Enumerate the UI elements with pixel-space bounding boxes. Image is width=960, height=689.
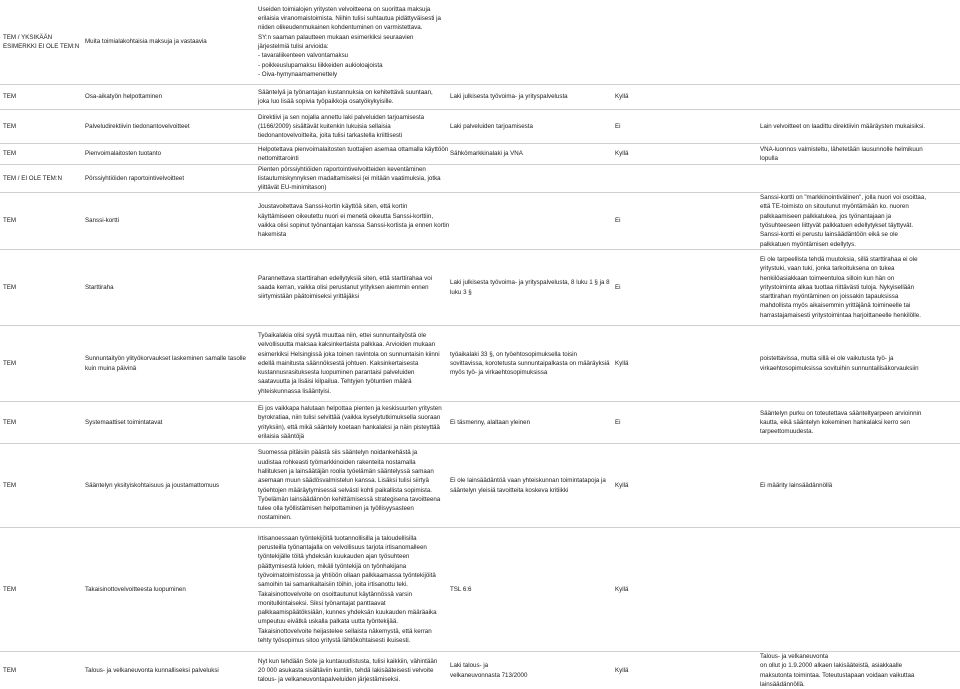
- cell-text-line: Suomessa pitäisiin päästä siis sääntelyn noidankehästä ja: [258, 449, 418, 457]
- cell-text-line: monitulkintaiseksi. Siksi työnantajat panttaavat: [258, 599, 386, 607]
- cell-text-line: TEM: [3, 122, 17, 130]
- cell-text-line: byrokratiaa, niin tulisi selvittää (vaikka kyselytutkimuksella suoraan: [258, 414, 441, 422]
- cell-text-line: lainsäädännöllä.: [760, 680, 805, 688]
- cell-text-line: harrastajamaisesti yritystoimintaa harjoittaneelle henkilölle.: [760, 311, 921, 319]
- cell-text-line: työsuhteeseen liittyvät palkkatuen edellytykset täyttyvät.: [760, 222, 914, 229]
- cell-text-line: työehtojen määräytymisessä selvästi kohti paikallista sopimista.: [258, 486, 433, 494]
- ministry-cell: [3, 144, 78, 164]
- table-row: [0, 84, 960, 109]
- cell-text-line: Ei: [615, 418, 621, 426]
- cell-text-line: Laki palveluiden tarjoamisesta: [450, 122, 533, 130]
- description-cell: [258, 165, 448, 192]
- cell-text-line: - tavaraliikenteen valvontamaksu: [258, 52, 349, 60]
- table-row: [0, 401, 960, 443]
- status-cell: [615, 402, 755, 443]
- cell-text-line: Ei ole lainsäädäntöä vaan yhteiskunnan toimintatapoja ja: [450, 477, 606, 485]
- description-cell: [258, 193, 448, 249]
- cell-text-line: kustannusrasituksesta luopuminen parantaisi palveluiden: [258, 369, 415, 377]
- cell-text-line: sovittavissa, korotetusta sunnuntaipalkasta on määräyksiä: [450, 359, 610, 367]
- cell-text-line: Sääntelyn purku on toteutettava säänteltyarpeen arvioinnin: [760, 409, 922, 417]
- cell-text-line: 20 000 asukasta sisältäviin kuntiin, tehdä lakisääteisesti velvoite: [258, 666, 434, 674]
- cell-text-line: joka luo lisää sopivia työpaikkoja osatyökykyisille.: [258, 98, 394, 105]
- cell-text-line: yhteiskunnassa lisääntyisi.: [258, 387, 331, 395]
- cell-text-line: hakemista: [258, 231, 287, 239]
- cell-text-line: myös työ- ja virkaehtosopimuksissa: [450, 369, 548, 377]
- cell-text-line: Systemaattiset toimintatavat: [85, 418, 163, 426]
- description-cell: [258, 250, 448, 325]
- status-cell: [615, 0, 755, 84]
- cell-text-line: TEM: [3, 150, 17, 158]
- table-row: [0, 164, 960, 192]
- status-cell: [615, 250, 755, 325]
- cell-text-line: päättymisestä lukien, mikäli työntekijä on työnhakijana: [258, 562, 407, 570]
- table-row: [0, 109, 960, 143]
- cell-text-line: TEM: [3, 93, 17, 101]
- cell-text-line: erilaisia sääntöjä: [258, 432, 305, 440]
- topic-cell: [85, 402, 255, 443]
- ministry-cell: [3, 528, 78, 651]
- cell-text-line: siirtymistään päätoimiseksi yrittäjäksi: [258, 293, 360, 301]
- topic-cell: [85, 528, 255, 651]
- cell-text-line: lopulla: [760, 155, 778, 162]
- cell-text-line: perusteilla työnantajalla on velvollisuus tarjota irtisanomalleen: [258, 544, 427, 552]
- status-cell: [615, 193, 755, 249]
- description-cell: [258, 402, 448, 443]
- cell-text-line: Takaisinottovelvoitteesta luopuminen: [85, 585, 186, 593]
- legislation-cell: [450, 402, 615, 443]
- status-cell: [615, 652, 755, 689]
- cell-text-line: TEM: [3, 418, 17, 426]
- table-row: [0, 527, 960, 651]
- comment-cell: [760, 326, 957, 401]
- cell-text-line: Sääntelyn yksityiskohtaisuus ja joustamattomuus: [85, 481, 220, 489]
- comment-cell: [760, 444, 957, 527]
- legislation-cell: [450, 250, 615, 325]
- legislation-cell: [450, 110, 615, 143]
- cell-text-line: kuin muina päivinä: [85, 364, 137, 372]
- comment-cell: [760, 110, 957, 143]
- cell-text-line: Sunnuntaityön ylityökorvaukset laskeminen samalle tasolle: [85, 355, 246, 363]
- cell-text-line: niiden olikeudenmukainen kohdentuminen on varmistettava.: [258, 24, 423, 32]
- topic-cell: [85, 444, 255, 527]
- ministry-cell: [3, 652, 78, 689]
- table-row: [0, 0, 960, 84]
- cell-text-line: Työaikalakia olisi syytä muuttaa niin, ettei sunnuntaityöstä ole: [258, 331, 427, 339]
- legislation-cell: [450, 652, 615, 689]
- cell-text-line: Osa-aikatyön helpottaminen: [85, 93, 163, 101]
- cell-text-line: palkkaamiseen palkkatukea, jos työnantajaan ja: [760, 212, 892, 220]
- ministry-cell: [3, 250, 78, 325]
- legislation-cell: [450, 193, 615, 249]
- cell-text-line: yritystoiminta alkaa tuottaa riittävästi tuloja. Nykyisellään: [760, 283, 915, 291]
- cell-text-line: - Oiva-hymynaamamenettely: [258, 70, 338, 78]
- topic-cell: [85, 326, 255, 401]
- cell-text-line: Laki julkisesta työvoima- ja yrityspalvelusta, 8 luku 1 § ja 8: [450, 279, 610, 287]
- comment-cell: [760, 144, 957, 164]
- comment-cell: [760, 0, 957, 84]
- cell-text-line: edellä mainitusta säännöksestä johtuen. Kaksinkertaisesta: [258, 359, 419, 367]
- cell-text-line: tarpeettomuudesta.: [760, 428, 814, 436]
- cell-text-line: Ei määrity lainsäädännöllä: [760, 481, 833, 489]
- cell-text-line: tiedonantovelvoitteita, joita tulisi tarkastella kriittisesti: [258, 132, 403, 140]
- cell-text-line: Lain velvoitteet on laadittu direktiivin määräysten mukaisiksi.: [760, 122, 926, 130]
- topic-cell: [85, 144, 255, 164]
- cell-text-line: työntekijälle töitä yhdeksän kuukauden ajan työsuhteen: [258, 553, 410, 561]
- cell-text-line: Talous- ja velkaneuvonta: [760, 652, 829, 660]
- cell-text-line: listautumiskynnyksen madaltamiseksi (ei mitään vaatimuksia, jotka: [258, 174, 441, 182]
- cell-text-line: Ei: [615, 283, 621, 291]
- cell-text-line: TEM: [3, 481, 17, 489]
- description-cell: [258, 652, 448, 689]
- cell-text-line: nettomittarointi: [258, 155, 299, 162]
- cell-text-line: TEM: [3, 283, 17, 291]
- cell-text-line: Kyllä: [615, 150, 629, 158]
- cell-text-line: Ei ole tarpeellista tehdä muutoksia, sillä starttirahaa ei ole: [760, 255, 918, 263]
- cell-text-line: TSL 6:6: [450, 585, 472, 593]
- cell-text-line: nostaminen.: [258, 514, 292, 522]
- cell-text-line: Laki julkisesta työvoima- ja yrityspalvelusta: [450, 93, 568, 101]
- ministry-cell: [3, 444, 78, 527]
- cell-text-line: Ei: [615, 217, 621, 225]
- legislation-cell: [450, 326, 615, 401]
- cell-text-line: Direktiivi ja sen nojalla annettu laki palveluiden tarjoamisesta: [258, 113, 425, 121]
- comment-cell: [760, 165, 957, 192]
- cell-text-line: Nyt kun tehdään Sote ja kuntauudistusta, tulisi kaikkiin, vähintään: [258, 657, 438, 665]
- legislation-cell: [450, 144, 615, 164]
- description-cell: [258, 110, 448, 143]
- cell-text-line: sääntelyn yleisiä tavoitteita koskeva kritiikki: [450, 486, 569, 494]
- cell-text-line: henkilöasiakkaan toimeentuloa silloin kun hän on: [760, 274, 895, 282]
- cell-text-line: Pienvoimalaitosten tuotanto: [85, 150, 162, 158]
- description-cell: [258, 326, 448, 401]
- legislation-cell: [450, 528, 615, 651]
- cell-text-line: yritystuki, vaan tuki, jonka tarkoituksena on tukea: [760, 265, 895, 273]
- cell-text-line: (1166/2009) sisältävät kuitenkin lukuisia sellaisia: [258, 122, 391, 130]
- cell-text-line: VNA-luonnos valmisteltu, lähetetään lausunnolle helmikuun: [760, 145, 923, 153]
- table-row: [0, 325, 960, 401]
- cell-text-line: Palveludirektiivin tiedonantovelvoitteet: [85, 122, 190, 130]
- cell-text-line: Kyllä: [615, 359, 629, 367]
- cell-text-line: talous- ja velkaneuvontapalveluiden järjestämiseksi.: [258, 676, 401, 684]
- description-cell: [258, 85, 448, 109]
- cell-text-line: ylittävät EU-minimitason): [258, 184, 327, 192]
- cell-text-line: tulee olla työllistämisen helpottaminen ja työllisyysasteen: [258, 505, 414, 513]
- cell-text-line: TEM: [3, 585, 17, 593]
- legislation-cell: [450, 444, 615, 527]
- cell-text-line: Sanssi-kortti ei perustu lainsäädäntöön eikä se ole: [760, 231, 898, 239]
- cell-text-line: TEM: [3, 217, 17, 225]
- legislation-cell: [450, 165, 615, 192]
- cell-text-line: palkkatuen myöntämisen edellytys.: [760, 240, 856, 248]
- status-cell: [615, 110, 755, 143]
- ministry-cell: [3, 326, 78, 401]
- cell-text-line: Takaisinottovelvoite on osoittautunut käytännössä varsin: [258, 590, 413, 598]
- cell-text-line: Kyllä: [615, 481, 629, 489]
- status-cell: [615, 85, 755, 109]
- legislation-cell: [450, 85, 615, 109]
- cell-text-line: Irtisanoessaan työntekijöitä tuotannollisilla ja taloudellisilla: [258, 534, 417, 542]
- cell-text-line: Muita toimialakohtaisia maksuja ja vastaavia: [85, 38, 207, 46]
- cell-text-line: - poikkeuslupamaksu liikkeiden aukioloajoista: [258, 61, 383, 69]
- cell-text-line: mahdollista myös aikaisemmin yrittäjänä toimineelle tai: [760, 302, 911, 310]
- cell-text-line: Ei jos vaikkapa halutaan helpottaa pienten ja keskisuurten yritysten: [258, 404, 442, 412]
- cell-text-line: palkkaamispäätöksiään, kunnes yhdeksän kuukauden määräaika: [258, 609, 437, 617]
- table-row: [0, 443, 960, 527]
- comment-cell: [760, 85, 957, 109]
- cell-text-line: poistettavissa, mutta sillä ei ole vaikutusta työ- ja: [760, 355, 894, 363]
- cell-text-line: velvollisuutta maksaa kaksinkertaista palkkaa. Arvioiden mukaan: [258, 341, 436, 349]
- topic-cell: [85, 250, 255, 325]
- cell-text-line: hallituksen ja lainsäätäjän roolia työelämän sääntelyssä samaan: [258, 467, 434, 475]
- comment-cell: [760, 652, 957, 689]
- status-cell: [615, 444, 755, 527]
- cell-text-line: Kyllä: [615, 93, 629, 101]
- cell-text-line: Takaisinottovelvoite heijastelee sellaista näkemystä, että kerran: [258, 627, 432, 635]
- cell-text-line: velkaneuvonnasta 713/2000: [450, 671, 528, 679]
- ministry-cell: [3, 402, 78, 443]
- cell-text-line: uudistaa rohkeasti työmarkkinoiden rakenteita nostamalla: [258, 458, 416, 466]
- ministry-cell: [3, 110, 78, 143]
- cell-text-line: Ei täsmenny, alaltaan yleinen: [450, 418, 531, 426]
- topic-cell: [85, 165, 255, 192]
- description-cell: [258, 444, 448, 527]
- cell-text-line: Starttiraha: [85, 283, 114, 291]
- comment-cell: [760, 250, 957, 325]
- topic-cell: [85, 110, 255, 143]
- cell-text-line: Helpotettava pienvoimalaitosten tuottajien asemaa ottamalla käyttöön: [258, 145, 449, 153]
- cell-text-line: kautta, eikä sääntelyn kokeminen hankalaksi kerro sen: [760, 418, 910, 426]
- cell-text-line: Työelämän lainsäädännön kehittämisessä strategisena tavoitteena: [258, 495, 441, 503]
- cell-text-line: Pienten pörssiyhtiöiden raportointivelvoitteiden keventäminen: [258, 165, 426, 173]
- topic-cell: [85, 652, 255, 689]
- status-cell: [615, 528, 755, 651]
- cell-text-line: Laki talous- ja: [450, 662, 489, 670]
- status-cell: [615, 165, 755, 192]
- cell-text-line: vaikka olisi sopinut työnantajan kanssa Sanssi-kortista ja ennen kortin: [258, 222, 450, 229]
- cell-text-line: saatavuutta ja lisäisi kilpailua. Tehtyjen työtuntien määrä: [258, 378, 412, 386]
- cell-text-line: Kyllä: [615, 666, 629, 674]
- table-row: [0, 249, 960, 325]
- cell-text-line: TEM: [3, 359, 17, 367]
- cell-text-line: työvoimatoimistossa ja yhtiöön ollaan palkkaamassa työntekijöitä: [258, 571, 436, 579]
- cell-text-line: Useiden toimialojen yritysten velvoitteena on suorittaa maksuja: [258, 5, 431, 13]
- description-cell: [258, 144, 448, 164]
- topic-cell: [85, 0, 255, 84]
- cell-text-line: starttirahan myöntäminen on joissakin tapauksissa: [760, 293, 899, 301]
- cell-text-line: on ollut jo 1.9.2000 alkaen lakisääteistä, asiakkaalle: [760, 662, 903, 670]
- cell-text-line: TEM: [3, 666, 17, 674]
- cell-text-line: että TE-toimisto on sitoutunut myöntämään ko. nuoren: [760, 203, 909, 211]
- cell-text-line: samoihin tai samankaltaisiin töihin, joita irtisanottu teki.: [258, 581, 408, 589]
- comment-cell: [760, 528, 957, 651]
- cell-text-line: esimerkiksi Helsingissä joka toinen ravintola on sunnuntaisin kiinni: [258, 350, 440, 358]
- table-row: [0, 143, 960, 164]
- cell-text-line: umpeutuu eivätkä uskalla palkata uutta työntekijää.: [258, 618, 398, 626]
- cell-text-line: virkaehtosopimuksissa sovituihin sunnuntailisäkorvauksiin: [760, 364, 919, 372]
- cell-text-line: järjestelmiä tulisi arvioida:: [258, 43, 329, 50]
- cell-text-line: ESIMERKKI EI OLE TEM:N: [3, 43, 80, 50]
- cell-text-line: asemaan muun säädösvalmistelun kanssa. Lisäksi tulisi siirtyä: [258, 477, 429, 485]
- status-cell: [615, 326, 755, 401]
- cell-text-line: tehty työsopimus sitoo yritystä lähtökohtaisesti ikuisesti.: [258, 636, 411, 644]
- cell-text-line: yrityksiin), että mikä sääntely koetaan hankalaksi ja näin pisteyttää: [258, 423, 440, 431]
- cell-text-line: Sanssi-kortti: [85, 217, 120, 225]
- cell-text-line: Pörssiyhtiöiden raportointivelvoitteet: [85, 174, 185, 182]
- cell-text-line: TEM / YKSIKÄÄN: [3, 33, 53, 41]
- ministry-cell: [3, 85, 78, 109]
- cell-text-line: Sääntelyä ja työnantajan kustannuksia on kehitettävä suuntaan,: [258, 88, 433, 96]
- cell-text-line: Sähkömarkkinalaki ja VNA: [450, 150, 523, 158]
- cell-text-line: Parannettava starttirahan edellytyksiä siten, että starttirahaa voi: [258, 274, 433, 282]
- cell-text-line: Ei: [615, 122, 621, 130]
- table-row: [0, 192, 960, 249]
- topic-cell: [85, 193, 255, 249]
- description-cell: [258, 528, 448, 651]
- ministry-cell: [3, 165, 78, 192]
- topic-cell: [85, 85, 255, 109]
- ministry-cell: [3, 0, 78, 84]
- cell-text-line: SY:n saaman palautteen mukaan esimerkiksi seuraavien: [258, 33, 414, 41]
- table-row: [0, 651, 960, 689]
- description-cell: [258, 0, 448, 84]
- status-cell: [615, 144, 755, 164]
- cell-text-line: Sanssi-kortti on "markkinointivälinen", jolla nuori voi osoittaa,: [760, 194, 927, 202]
- cell-text-line: Kyllä: [615, 585, 629, 593]
- cell-text-line: työaikalaki 33 §, on työehtosopimuksella toisin: [450, 350, 577, 358]
- cell-text-line: käyttämiseen oikeutettu nuori ei menetä oikeutta Sanssi-korttiin,: [258, 212, 434, 220]
- cell-text-line: erilaisia viranomaistoimista. Niihin tulisi suhtautua pidättyväisesti ja: [258, 15, 441, 23]
- legislation-cell: [450, 0, 615, 84]
- cell-text-line: Talous- ja velkaneuvonta kunnalliseksi palveluksi: [85, 666, 219, 674]
- cell-text-line: maksutonta toimintaa. Toteutustapaan voidaan vaikuttaa: [760, 671, 915, 679]
- cell-text-line: saada kerran, vaikka olisi perustanut yrityksen aiemmin ennen: [258, 283, 429, 291]
- comment-cell: [760, 402, 957, 443]
- comment-cell: [760, 193, 957, 249]
- cell-text-line: Joustavoitettava Sanssi-kortin käyttöä siten, että kortin: [258, 203, 408, 211]
- ministry-cell: [3, 193, 78, 249]
- cell-text-line: TEM / EI OLE TEM:N: [3, 174, 63, 182]
- cell-text-line: luku 3 §: [450, 288, 472, 296]
